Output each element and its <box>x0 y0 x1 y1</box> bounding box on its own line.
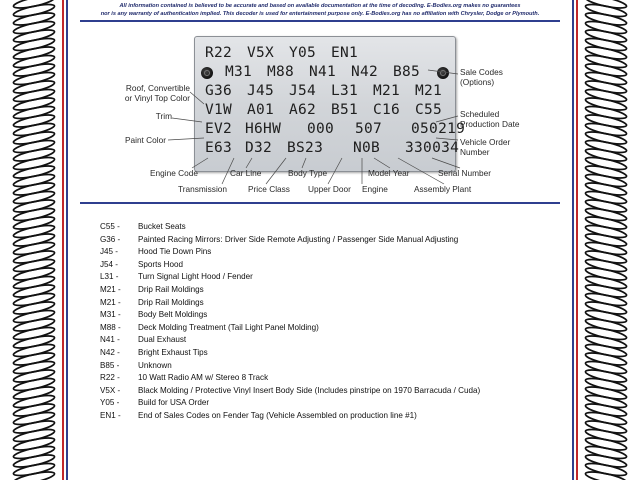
callout-car-line: Car Line <box>230 168 262 178</box>
spiral-coil <box>13 385 56 402</box>
callout-scheduled-line1: Scheduled <box>460 109 500 119</box>
callout-sale-codes-line2: (Options) <box>460 76 495 87</box>
spiral-coil <box>13 240 56 257</box>
callout-price-class: Price Class <box>248 184 290 194</box>
sales-code-list <box>100 222 560 424</box>
tag-code: 050219 <box>411 121 466 137</box>
code-description: Dual Exhaust <box>138 335 187 345</box>
spiral-coil <box>13 308 56 325</box>
spiral-coil <box>13 402 56 419</box>
spiral-coil <box>13 104 56 121</box>
tag-code: E63 <box>205 140 233 156</box>
list-item <box>100 386 560 399</box>
code-description: Bright Exhaust Tips <box>138 347 208 357</box>
spiral-coil <box>585 2 628 19</box>
disclaimer-line-2: nor is any warranty of authentication implied. This decoder is used for entertainment purpose only. E-Bodies.org has no affiliation with Chrysler, Dodge or Plymouth. <box>100 11 540 17</box>
callout-upper-door: Upper Door <box>308 184 351 194</box>
tag-code: Y05 <box>289 45 317 61</box>
spiral-coil <box>13 198 56 215</box>
list-item <box>100 310 560 323</box>
spiral-coil <box>13 444 56 461</box>
list-item <box>100 373 560 386</box>
spiral-coil <box>13 291 56 308</box>
spiral-coil <box>585 113 628 130</box>
spiral-coil <box>585 104 628 121</box>
list-item <box>100 335 560 348</box>
list-item <box>100 247 560 260</box>
spiral-coil <box>13 334 56 351</box>
spiral-coil <box>585 36 628 53</box>
spiral-coil <box>585 351 628 368</box>
spiral-coil <box>585 198 628 215</box>
spiral-coil <box>13 453 56 470</box>
tag-code: R22 <box>205 45 233 61</box>
tag-code: L31 <box>331 83 359 99</box>
spiral-coil <box>585 181 628 198</box>
spiral-coil <box>13 368 56 385</box>
callout-leader-lines <box>80 0 560 210</box>
spiral-coil <box>585 164 628 181</box>
list-item <box>100 411 560 424</box>
callout-trim: Trim <box>155 111 172 121</box>
code-key: M31 - <box>100 310 121 320</box>
spiral-coil <box>585 376 628 393</box>
tag-code: D32 <box>245 140 273 156</box>
list-item <box>100 361 560 374</box>
spiral-coil <box>13 147 56 164</box>
code-description: Unknown <box>138 360 172 370</box>
spiral-coil <box>13 138 56 155</box>
spiral-coil <box>13 351 56 368</box>
tag-code: N0B <box>353 140 381 156</box>
spiral-coil <box>13 266 56 283</box>
spiral-coil <box>585 266 628 283</box>
tag-code: 507 <box>355 121 383 137</box>
spiral-coil <box>585 70 628 87</box>
callout-body-type: Body Type <box>288 168 328 178</box>
border-line-red-right <box>576 0 578 480</box>
callout-engine: Engine <box>362 184 388 194</box>
callout-model-year: Model Year <box>368 168 410 178</box>
tag-code: J45 <box>247 83 275 99</box>
tag-code: A01 <box>247 102 275 118</box>
border-line-blue-right <box>572 0 574 480</box>
border-line-blue-left <box>66 0 68 480</box>
callout-vehicle-order-line1: Vehicle Order <box>460 137 511 147</box>
spiral-coil <box>585 45 628 62</box>
spiral-coil <box>585 385 628 402</box>
tag-code: G36 <box>205 83 233 99</box>
spiral-coil <box>13 274 56 291</box>
spiral-coil <box>585 444 628 461</box>
code-key: B85 - <box>100 360 120 370</box>
code-description: Drip Rail Moldings <box>138 297 204 307</box>
callout-engine-code: Engine Code <box>150 168 198 178</box>
spiral-coil <box>585 300 628 317</box>
spiral-coil <box>585 249 628 266</box>
spiral-coil <box>585 121 628 138</box>
list-item <box>100 398 560 411</box>
tag-code: C55 <box>415 102 443 118</box>
spiral-coil <box>585 240 628 257</box>
code-description: Deck Molding Treatment (Tail Light Panel Molding) <box>138 322 319 332</box>
spiral-coil <box>13 300 56 317</box>
spiral-coil <box>13 249 56 266</box>
code-key: M21 - <box>100 297 121 307</box>
spiral-coil <box>585 274 628 291</box>
spiral-coil <box>13 419 56 436</box>
tag-code: M21 <box>373 83 401 99</box>
tag-code: N41 <box>309 64 337 80</box>
spiral-coil <box>13 342 56 359</box>
code-description: Build for USA Order <box>138 398 210 408</box>
tag-code: BS23 <box>287 140 324 156</box>
code-key: N41 - <box>100 335 120 345</box>
spiral-binding-left <box>0 0 56 480</box>
spiral-coil <box>585 130 628 147</box>
tag-code: V5X <box>247 45 275 61</box>
code-key: G36 - <box>100 234 121 244</box>
code-description: Bucket Seats <box>138 222 186 231</box>
callout-assembly-plant: Assembly Plant <box>414 184 472 194</box>
spiral-coil <box>13 325 56 342</box>
code-description: Drip Rail Moldings <box>138 284 204 294</box>
spiral-coil <box>585 11 628 28</box>
spiral-coil <box>13 206 56 223</box>
code-key: R22 - <box>100 373 120 383</box>
spiral-coil <box>13 121 56 138</box>
spiral-coil <box>13 155 56 172</box>
tag-code: EV2 <box>205 121 233 137</box>
code-description: Painted Racing Mirrors: Driver Side Remote Adjusting / Passenger Side Manual Adjusting <box>138 234 459 244</box>
spiral-coil <box>13 223 56 240</box>
tag-code: 000 <box>307 121 335 137</box>
tag-code: C16 <box>373 102 401 118</box>
spiral-coil <box>585 257 628 274</box>
spiral-coil <box>585 334 628 351</box>
decoder-page <box>80 0 560 480</box>
spiral-coil <box>13 36 56 53</box>
code-description: Turn Signal Light Hood / Fender <box>138 272 253 282</box>
callout-sale-codes <box>460 68 503 87</box>
list-item <box>100 222 560 235</box>
code-key: N42 - <box>100 347 120 357</box>
spiral-coil <box>585 308 628 325</box>
code-description: End of Sales Codes on Fender Tag (Vehicle Assembled on production line #1) <box>138 410 417 420</box>
tag-code: EN1 <box>331 45 359 61</box>
code-description: Sports Hood <box>138 259 183 269</box>
code-key: M21 - <box>100 284 121 294</box>
callout-transmission: Transmission <box>178 184 228 194</box>
spiral-coil <box>585 325 628 342</box>
spiral-coil <box>13 45 56 62</box>
tag-code: M21 <box>415 83 443 99</box>
tag-code: A62 <box>289 102 317 118</box>
code-key: M88 - <box>100 322 121 332</box>
spiral-coil <box>585 53 628 70</box>
list-item <box>100 235 560 248</box>
list-item <box>100 323 560 336</box>
spiral-coil <box>585 393 628 410</box>
spiral-coil <box>13 317 56 334</box>
spiral-coil <box>585 19 628 36</box>
tag-code: J54 <box>289 83 317 99</box>
spiral-coil <box>585 147 628 164</box>
spiral-coil <box>585 232 628 249</box>
code-key: J45 - <box>100 247 118 257</box>
list-item <box>100 285 560 298</box>
spiral-coil <box>13 376 56 393</box>
code-description: Body Belt Moldings <box>138 310 208 320</box>
spiral-coil <box>13 215 56 232</box>
code-description: Black Molding / Protective Vinyl Insert Body Side (Includes pinstripe on 1970 Barracuda / Cuda) <box>138 385 481 395</box>
spiral-coil <box>13 28 56 45</box>
spiral-coil <box>585 79 628 96</box>
list-item <box>100 348 560 361</box>
list-item <box>100 272 560 285</box>
spiral-coil <box>13 70 56 87</box>
spiral-coil <box>13 11 56 28</box>
spiral-coil <box>585 317 628 334</box>
spiral-coil <box>13 359 56 376</box>
spiral-coil <box>13 87 56 104</box>
spiral-coil <box>585 427 628 444</box>
code-description: 10 Watt Radio AM w/ Stereo 8 Track <box>138 373 269 383</box>
tag-code: N42 <box>351 64 379 80</box>
spiral-coil <box>585 436 628 453</box>
spiral-coil <box>585 87 628 104</box>
spiral-coil <box>13 283 56 300</box>
callout-scheduled-line2: Production Date <box>460 118 520 129</box>
callout-paint-color: Paint Color <box>124 135 166 145</box>
spiral-coil <box>585 206 628 223</box>
spiral-coil <box>13 172 56 189</box>
spiral-coil <box>13 96 56 113</box>
spiral-coil <box>13 19 56 36</box>
spiral-coil <box>13 181 56 198</box>
callout-roof-color <box>102 84 190 103</box>
code-key: Y05 - <box>100 398 120 408</box>
callout-roof-line2: or Vinyl Top Color <box>124 92 190 103</box>
code-description: Hood Tie Down Pins <box>138 247 212 257</box>
spiral-coil <box>585 461 628 478</box>
spiral-coil <box>585 368 628 385</box>
tag-code: V1W <box>205 102 233 118</box>
spiral-coil <box>585 419 628 436</box>
code-key: C55 - <box>100 222 120 231</box>
spiral-coil <box>585 453 628 470</box>
disclaimer-line-1: All information contained is believed to be accurate and based on available documentation at the time of decoding. E-Bodies.org makes no guarantees <box>119 3 521 9</box>
callout-sale-codes-line1: Sale Codes <box>460 67 503 77</box>
callout-roof-line1: Roof, Convertible <box>125 83 190 93</box>
spiral-coil <box>13 427 56 444</box>
callout-scheduled-date <box>460 110 520 129</box>
spiral-binding-right <box>584 0 640 480</box>
spiral-coil <box>585 172 628 189</box>
code-key: V5X - <box>100 385 121 395</box>
spiral-coil <box>13 393 56 410</box>
tag-code: M88 <box>267 64 295 80</box>
spiral-coil <box>13 79 56 96</box>
callout-vehicle-order <box>460 138 510 157</box>
spiral-coil <box>13 189 56 206</box>
list-item <box>100 298 560 311</box>
spiral-coil <box>13 130 56 147</box>
spiral-coil <box>13 232 56 249</box>
tag-code: B51 <box>331 102 359 118</box>
spiral-coil <box>13 461 56 478</box>
spiral-coil <box>585 155 628 172</box>
list-item <box>100 260 560 273</box>
code-key: L31 - <box>100 272 119 282</box>
spiral-coil <box>585 283 628 300</box>
code-key: J54 - <box>100 259 118 269</box>
divider-middle <box>80 202 560 204</box>
tag-code: M31 <box>225 64 253 80</box>
spiral-coil <box>13 113 56 130</box>
spiral-coil <box>585 62 628 79</box>
spiral-coil <box>585 342 628 359</box>
spiral-coil <box>13 164 56 181</box>
spiral-coil <box>13 410 56 427</box>
spiral-coil <box>585 291 628 308</box>
spiral-coil <box>585 215 628 232</box>
code-key: EN1 - <box>100 410 121 420</box>
spiral-coil <box>585 138 628 155</box>
spiral-coil <box>585 96 628 113</box>
spiral-coil <box>13 53 56 70</box>
spiral-coil <box>585 402 628 419</box>
spiral-coil <box>585 410 628 427</box>
spiral-coil <box>13 257 56 274</box>
spiral-coil <box>13 62 56 79</box>
spiral-coil <box>585 189 628 206</box>
spiral-coil <box>585 223 628 240</box>
spiral-coil <box>585 28 628 45</box>
callout-vehicle-order-line2: Number <box>460 146 490 157</box>
tag-code: H6HW <box>245 121 282 137</box>
spiral-coil <box>13 436 56 453</box>
tag-code: B85 <box>393 64 421 80</box>
border-line-red-left <box>62 0 64 480</box>
tag-code: 330034 <box>405 140 460 156</box>
spiral-coil <box>585 359 628 376</box>
spiral-coil <box>13 2 56 19</box>
callout-serial-number: Serial Number <box>438 168 492 178</box>
